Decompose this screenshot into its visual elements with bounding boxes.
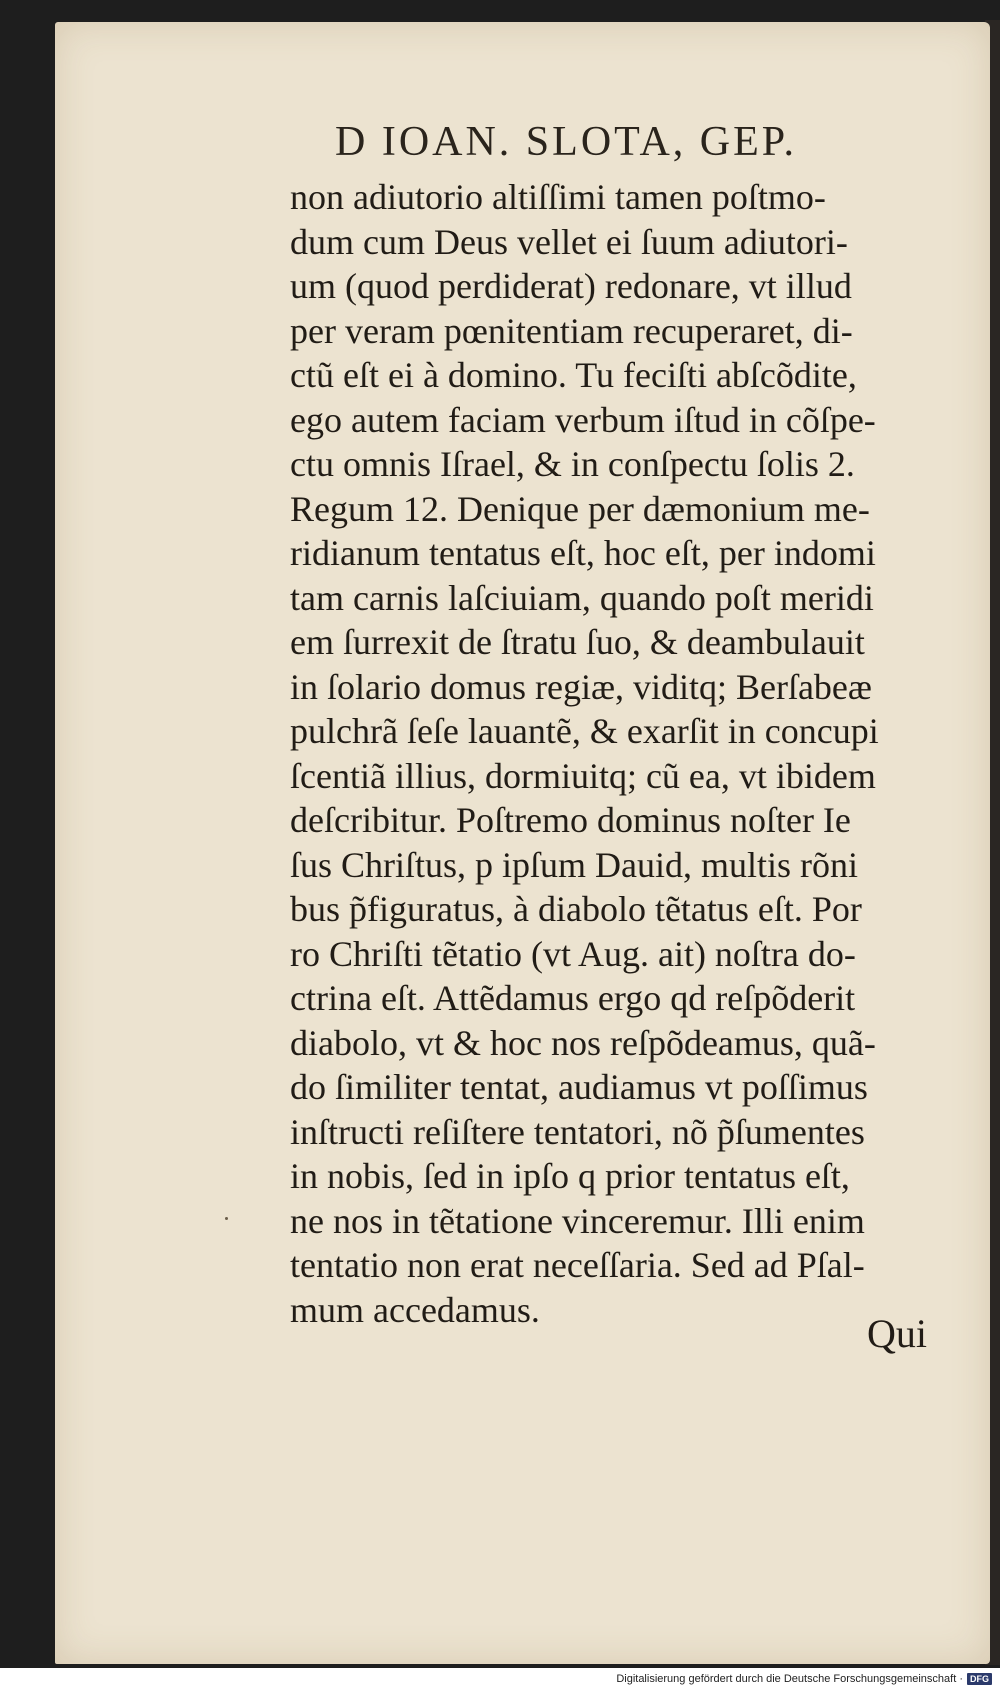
text-line: deſcribitur. Poſtremo dominus noſter Ie xyxy=(290,800,851,840)
text-line: Regum 12. Denique per dæmonium me- xyxy=(290,488,870,529)
text-line: ego autem faciam verbum iſtud in cõſpe- xyxy=(290,399,876,440)
text-line: non adiutorio altiſſimi tamen poſtmo- xyxy=(290,177,826,217)
dfg-logo: DFG xyxy=(967,1673,992,1685)
text-line: ridianum tentatus eſt, hoc eſt, per indomi xyxy=(290,533,876,573)
text-line: inſtructi reſiſtere tentatori, nõ p̃ſumentes xyxy=(290,1111,865,1152)
text-line: bus p̃figuratus, à diabolo tẽtatus eſt. Por xyxy=(290,889,862,929)
digitization-credit xyxy=(616,1673,992,1685)
paper-speck xyxy=(225,1217,228,1220)
credit-text: Digitalisierung gefördert durch die Deutsche Forschungsgemeinschaft · xyxy=(616,1673,963,1685)
running-head: D IOAN. SLOTA, GEP. xyxy=(335,119,797,165)
text-line: ro Chriſti tẽtatio (vt Aug. ait) noſtra do- xyxy=(290,933,856,974)
main-text xyxy=(290,175,950,1332)
text-line: do ſimiliter tentat, audiamus vt poſſimus xyxy=(290,1067,868,1107)
text-line: per veram pœnitentiam recuperaret, di- xyxy=(290,310,853,351)
catchword: Qui xyxy=(867,1311,927,1356)
text-line: mum accedamus. xyxy=(290,1289,540,1330)
text-line: tam carnis laſciuiam, quando poſt meridi xyxy=(290,577,874,618)
text-line: ſcentiã illius, dormiuitq; cũ ea, vt ibidem xyxy=(290,755,876,796)
text-line: em ſurrexit de ſtratu ſuo, & deambulauit xyxy=(290,622,865,662)
text-line: ne nos in tẽtatione vinceremur. Illi enim xyxy=(290,1200,865,1241)
text-line: ſus Chriſtus, p ipſum Dauid, multis rõni xyxy=(290,844,859,885)
text-line: ctrina eſt. Attẽdamus ergo qd reſpõderit xyxy=(290,978,856,1018)
text-line: diabolo, vt & hoc nos reſpõdeamus, quã- xyxy=(290,1022,876,1063)
text-line: dum cum Deus vellet ei ſuum adiutori- xyxy=(290,221,848,262)
text-line: in nobis, ſed in ipſo q prior tentatus eſt, xyxy=(290,1156,850,1196)
text-line: um (quod perdiderat) redonare, vt illud xyxy=(290,266,852,306)
text-line: ctu omnis Iſrael, & in conſpectu ſolis 2. xyxy=(290,444,855,484)
text-line: tentatio non erat neceſſaria. Sed ad Pſal- xyxy=(290,1245,865,1285)
text-line: ctũ eſt ei à domino. Tu feciſti abſcõdite, xyxy=(290,355,857,395)
text-line: pulchrã ſeſe lauantẽ, & exarſit in concupi xyxy=(290,711,879,751)
text-line: in ſolario domus regiæ, viditq; Berſabeæ xyxy=(290,666,872,707)
